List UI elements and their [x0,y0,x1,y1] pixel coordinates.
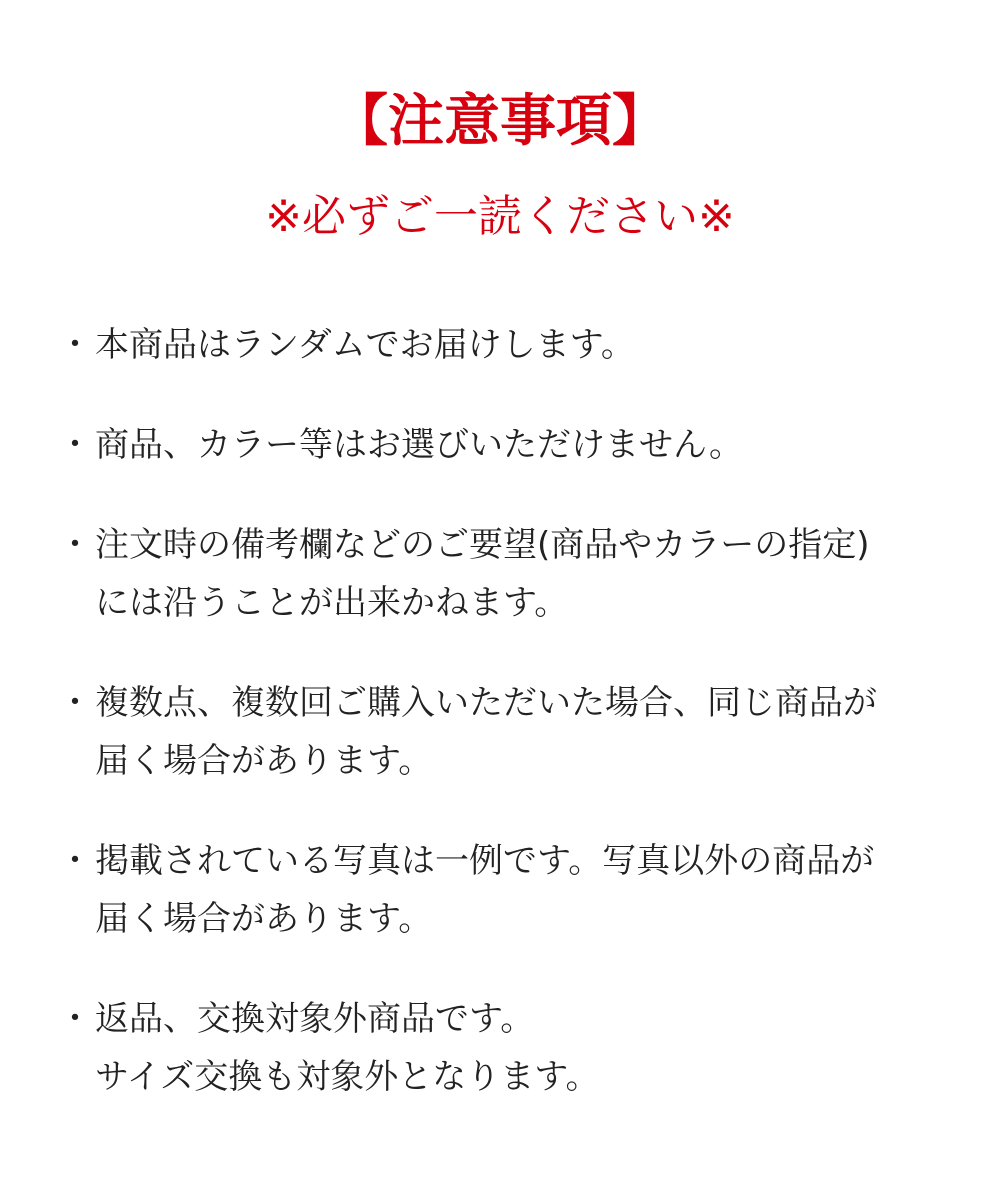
notice-item [0,516,1000,632]
bullet-marker: ・ [58,841,92,881]
notice-item [0,316,1000,374]
notice-title: 【注意事項】 [332,89,668,154]
notice-item [0,416,1000,474]
notice-item [0,674,1000,790]
notice-line: 注文時の備考欄などのご要望(商品やカラーの指定) [95,525,870,565]
bullet-marker: ・ [58,325,92,365]
notice-line: 届く場合があります。 [95,899,433,939]
notice-line: 商品、カラー等はお選びいただけません。 [95,425,744,465]
bullet-marker: ・ [58,683,92,723]
notice-item [0,990,1000,1106]
notice-line: 複数点、複数回ご購入いただいた場合、同じ商品が [95,683,877,723]
bullet-marker: ・ [58,999,92,1039]
notice-list [0,316,1000,1148]
notice-line: 掲載されている写真は一例です。写真以外の商品が [95,841,875,881]
bullet-marker: ・ [58,525,92,565]
bullet-marker: ・ [58,425,92,465]
notice-line: 返品、交換対象外商品です。 [95,999,535,1039]
notice-line: サイズ交換も対象外となります。 [95,1057,600,1097]
notice-item [0,832,1000,948]
notice-line: には沿うことが出来かねます。 [95,583,569,623]
notice-line: 届く場合があります。 [95,741,433,781]
notice-line: 本商品はランダムでお届けします。 [95,325,635,365]
notice-subtitle: ※必ずご一読ください※ [265,191,735,242]
